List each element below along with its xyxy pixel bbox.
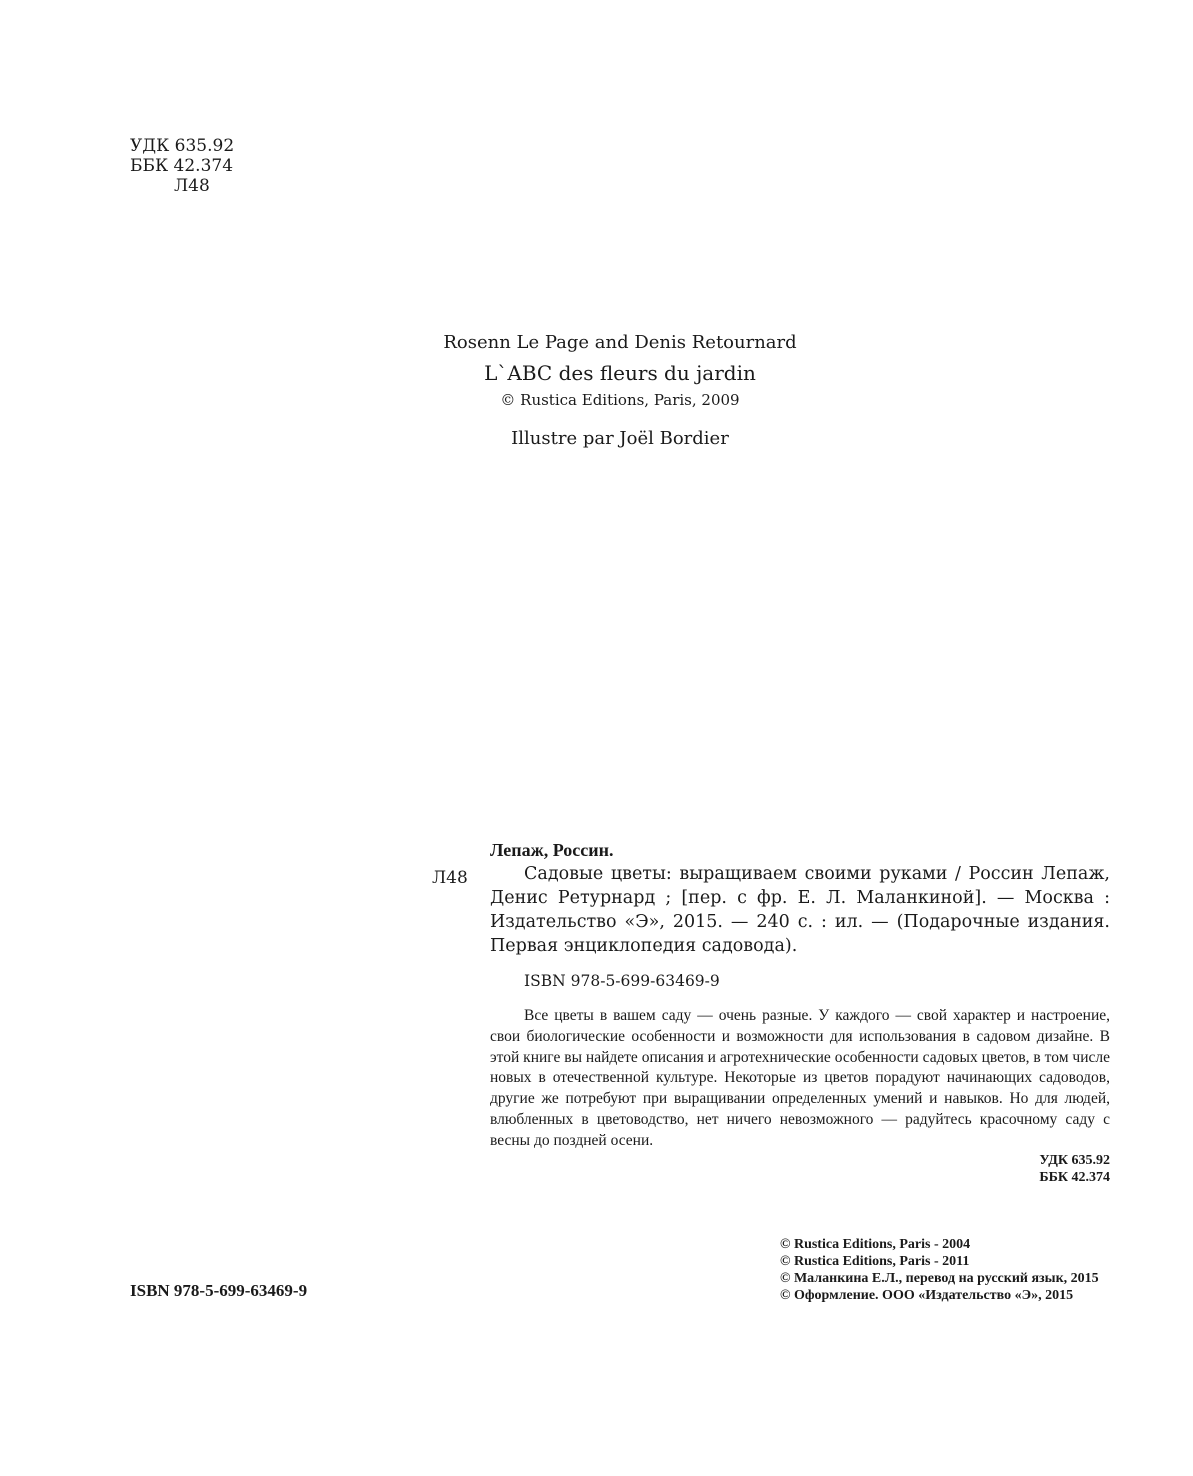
udk-code: УДК 635.92 [130,136,235,156]
author-mark: Л48 [174,176,210,196]
bbk-code: ББК 42.374 [130,156,234,176]
card-author: Лепаж, Россин. [490,840,614,860]
original-copyright: © Rustica Editions, Paris, 2009 [500,391,740,409]
original-title: L`ABC des fleurs du jardin [484,361,756,385]
card-annotation: Все цветы в вашем саду — очень разные. У каждого — свой характер и настроение, свои биологические особенности и возможности для использования в садовом дизайне. В этой книге вы найдете описания и агротехнические особенности садовых цветов, в том числе новых в отечественной культуре. Некоторые из цветов порадуют начинающих садоводов, другие же потребуют при выращивании определенных умений и навыков. Но для людей, влюбленных в цветоводство, нет ничего невозможного — радуйтесь красочному саду с весны до поздней осени. [490,1007,1110,1149]
card-description: Садовые цветы: выращиваем своими руками / Россин Лепаж, Денис Ретурнард ; [пер. с фр. Е. Л. Маланкиной]. — Москва : Издательство «Э», 2015. — 240 с. : ил. — (Подарочные издания. Первая энциклопедия садовода). [490,864,1110,956]
card-bbk: ББК 42.374 [1039,1169,1110,1185]
card-author-mark: Л48 [432,868,468,888]
classification-block [130,136,234,196]
copyright-line: © Rustica Editions, Paris - 2011 [780,1254,970,1269]
original-authors: Rosenn Le Page and Denis Retournard [443,332,797,353]
card-udk: УДК 635.92 [1039,1152,1110,1168]
copyright-line: © Оформление. ООО «Издательство «Э», 2015 [780,1288,1074,1303]
footer-isbn: ISBN 978-5-699-63469-9 [130,1281,308,1300]
copyright-line: © Rustica Editions, Paris - 2004 [780,1237,971,1252]
copyright-line: © Маланкина Е.Л., перевод на русский язык, 2015 [780,1271,1099,1286]
illustrator-credit: Illustre par Joël Bordier [511,428,729,449]
catalog-card [490,838,1110,1186]
card-isbn: ISBN 978-5-699-63469-9 [524,972,720,990]
original-edition [0,330,1193,452]
copyright-notices [780,1236,1099,1304]
